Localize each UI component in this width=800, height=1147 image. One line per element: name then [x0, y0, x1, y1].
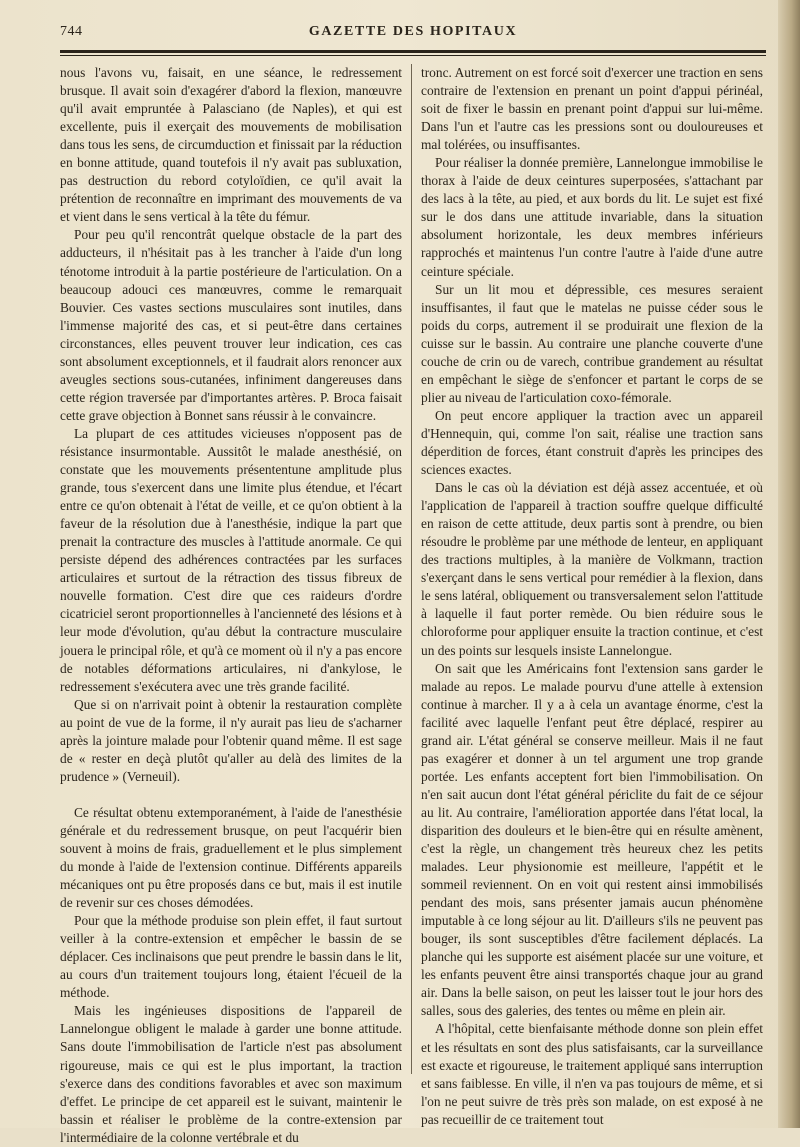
paragraph: Sur un lit mou et dépressible, ces mesures seraient insuffisantes, il faut que le matelas ne puisse céder sous le poids du corps, autrement il se produirait une flexion de la cuisse sur le bassin. Au contraire une planche couverte d'une couche de crin ou de varech, contribue grandement au résultat en empêchant le siège de s'enfoncer et partant le corps de se plier au niveau de l'articulation coxo-fémorale. [421, 281, 763, 405]
column-divider [411, 64, 412, 1074]
paragraph: Ce résultat obtenu extemporanément, à l'aide de l'anesthésie générale et du redressement brusque, on peut l'acquérir bien souvent à moins de frais, graduellement et le plus simplement du monde à l'aide de l'extension continue. Différents appareils mécaniques ont pu être proposés dans ce but, mais il est inutile de revenir sur ces choses démodées. [60, 804, 402, 911]
paragraph: Pour que la méthode produise son plein effet, il faut surtout veiller à la contre-extension et empêcher le bassin de se déplacer. Ces inclinaisons que peut prendre le bassin dans le lit, au cours d'un traitement toujours long, étaient l'écueil de la méthode. [60, 913, 402, 1001]
header-rule-thin [60, 55, 766, 56]
paragraph: On sait que les Américains font l'extension sans garder le malade au repos. Le malade pourvu d'une attelle à extension continue à marcher. Il y a à cela un avantage énorme, c'est la facilité avec laquelle l'enfant peut être déplacé, respirer au grand air. L'état général se conserve meilleur. Mais il ne faut pas exagérer et donner à un tel argument une trop grande portée. Les enfants acceptent fort bien l'immobilisation. On n'en sait aucun dont l'état général périclite du fait de ce séjour au lit. Au contraire, l'amélioration apportée dans l'état local, la disparition des douleurs et le bien-être qui en résulte amènent, c'est la règle, un changement très heureux chez les petits malades. Leur physionomie est meilleure, l'appétit et le sommeil reviennent. On en voit qui restent ainsi immobilisés pendant des mois, sans présenter jamais aucun phénomène imputable à ce long séjour au lit. D'ailleurs s'ils ne peuvent pas bouger, ils sont susceptibles d'être facilement déplacés. La planche qui les supporte est aisément placée sur une voiture, et les enfants peuvent être ainsi transportés chaque jour au grand air. Dans la belle saison, on peut les laisser tout le jour hors des salles, sous des galeries, des tentes ou même en plein air. [421, 660, 763, 1019]
paragraph: Mais les ingénieuses dispositions de l'appareil de Lannelongue obligent le malade à garder une bonne attitude. Sans doute l'immobilisation de l'article n'est pas absolument rigoureuse, mais ce qui est le plus important, la traction s'exerce dans des conditions favorables et avec son maximum d'effet. Le principe de cet appareil est le suivant, maintenir le bassin et réaliser le problème de la contre-extension par l'intermédiaire de la colonne vertébrale et du [60, 1003, 402, 1145]
paragraph: Pour peu qu'il rencontrât quelque obstacle de la part des adducteurs, il n'hésitait pas à les trancher à l'aide d'un long ténotome introduit à la partie postérieure de l'articulation. On a beaucoup adouci ces manœuvres, comme le remarquait Bouvier. Ces vastes sections musculaires sont inutiles, dans l'immense majorité des cas, et si peut-être dans certaines circonstances, elles peuvent trouver leur indication, ces cas sont absolument exceptionnels, et il faudrait alors renoncer aux aveugles sections sous-cutanées, infiniment dangereuses dans cette région traversée par d'importantes artères. P. Broca faisait cette grave objection à Bonnet sans réussir à le convaincre. [60, 227, 402, 423]
paragraph: nous l'avons vu, faisait, en une séance, le redressement brusque. Il avait soin d'exagérer d'abord la flexion, manœuvre qu'il avait empruntée à Palasciano (de Naples), et qui est excellente, puis il exerçait des mouvements de mobilisation dans tous les sens, de circumduction et finissait par la réduction en bonne attitude, quand toutefois il n'y avait pas subluxation, pas destruction du rebord cotyloïdien, ce qu'il avait la prétention de reconnaître en imprimant des mouvements de va et vient dans le sens vertical à la tête du fémur. [60, 65, 402, 225]
paragraph: Que si on n'arrivait point à obtenir la restauration complète au point de vue de la forme, il n'y aurait pas lieu de s'acharner après la jointure malade pour l'obtenir quand même. Il est sage de « rester en deçà plutôt qu'aller au delà des limites de la prudence » (Verneuil). [60, 696, 402, 784]
paragraph: Pour réaliser la donnée première, Lannelongue immobilise le thorax à l'aide de deux ceintures superposées, s'attachant par des lacs à la tête, au pied, et aux bords du lit. Le sujet est fixé sur le dos dans une attitude invariable, dans la situation absolument horizontale, les deux membres inférieurs rapprochés et maintenus l'un contre l'autre à l'aide d'une autre ceinture spéciale. [421, 155, 763, 279]
running-title: GAZETTE DES HOPITAUX [308, 24, 518, 39]
paragraph: La plupart de ces attitudes vicieuses n'opposent pas de résistance insurmontable. Aussitôt le malade anesthésié, on constate que les mouvements présententune amplitude plus grande, tous s'exercent dans une limite plus étendue, et l'écart entre ce qu'on obtenait à l'état de veille, et ce qu'on obtient à la faveur de la résolution due à l'anesthésie, indique la part que prenait la contracture des muscles à l'attitude anormale. Ce qui persiste dépend des adhérences contractées par les surfaces articulaires et surtout de la rétraction des tissus fibreux de nouvelle formation. C'est dire que ces raideurs d'ordre cicatriciel seront proportionnelles à l'ancienneté des lésions et à leur mode d'évolution, qu'au début la contracture musculaire jouera le principal rôle, et qu'à ce moment où il n'y a pas encore de notables déformations articulaires, ni d'ankylose, le redressement s'exécutera avec une très grande facilité. [60, 425, 402, 694]
paragraph: Dans le cas où la déviation est déjà assez accentuée, et où l'application de l'appareil à traction souffre quelque difficulté en raison de cette attitude, deux partis sont à prendre, ou bien résoudre le problème par une méthode de lenteur, en appliquant des tractions multiples, à la manière de Volkmann, traction s'exerçant dans le sens vertical pour remédier à la flexion, dans le sens latéral, obliquement ou transversalement selon l'attitude à laquelle il faut porter remède. Ou bien réduire sous le chloroforme pour appliquer ensuite la traction continue, et c'est un des points sur lesquels insiste Lannelongue. [421, 480, 763, 658]
right-column [421, 64, 763, 1129]
paragraph: tronc. Autrement on est forcé soit d'exercer une traction en sens contraire de l'extension en prenant un point d'appui périnéal, soit de fixer le bassin en prenant point d'appui sur lui-même. Dans l'un et l'autre cas les pressions sont ou douloureuses et mal tolérées, ou insuffisantes. [421, 65, 763, 153]
left-column [60, 64, 402, 1147]
page-number: 744 [60, 24, 83, 39]
paragraph: A l'hôpital, cette bienfaisante méthode donne son plein effet et les résultats en sont des plus satisfaisants, car la surveillance est exacte et rigoureuse, le traitement appliqué sans interruption et sans faiblesse. En ville, il n'en va pas toujours de même, et si l'on ne peut suivre de très près son malade, on est exposé à ne pas recueillir de ce traitement tout [421, 1021, 763, 1127]
page-header [60, 22, 766, 44]
paragraph: On peut encore appliquer la traction avec un appareil d'Hennequin, qui, comme l'on sait, réalise une traction sans déperdition de forces, étant construit d'après les principes des sciences exactes. [421, 407, 763, 478]
page-edge-shadow [778, 0, 800, 1128]
header-rule-thick [60, 50, 766, 53]
